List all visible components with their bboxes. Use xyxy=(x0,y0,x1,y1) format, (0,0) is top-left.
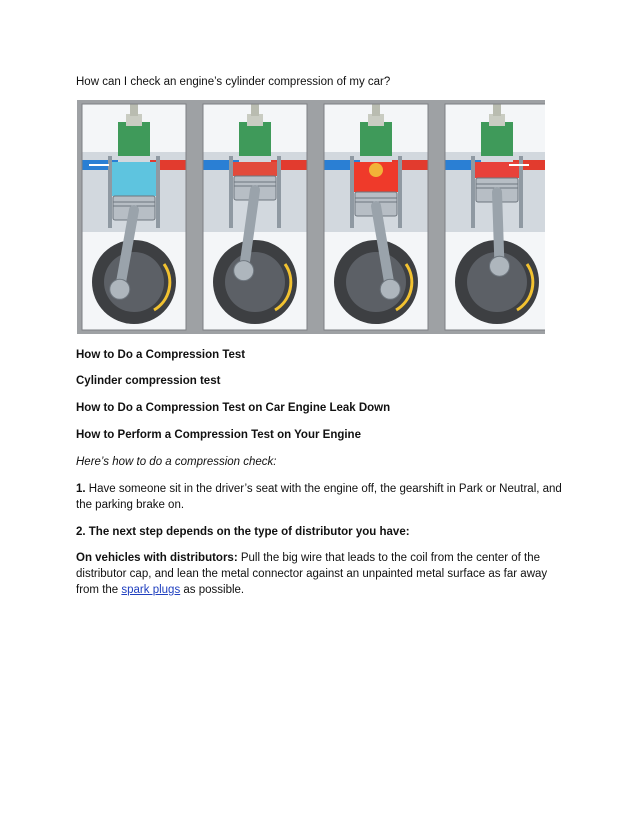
distributor-label: On vehicles with distributors: xyxy=(76,552,238,564)
engine-panel-power xyxy=(324,104,428,330)
heading-cylinder-compression: Cylinder compression test xyxy=(76,375,221,387)
step-1-text: Have someone sit in the driver’s seat with the engine off, the gearshift in Park or Neutral, and the parking brake on. xyxy=(76,483,562,511)
step-1-paragraph xyxy=(76,481,566,513)
heading-perform-test: How to Perform a Compression Test on Your Engine xyxy=(76,429,361,441)
engine-panel-compression xyxy=(203,104,307,330)
step-1-number: 1. xyxy=(76,483,86,495)
spark-plugs-link[interactable]: spark plugs xyxy=(121,584,181,596)
four-stroke-engine-figure xyxy=(77,100,545,334)
distributor-paragraph xyxy=(76,550,566,598)
distributor-tail: as possible. xyxy=(180,584,245,596)
distributor-text: Pull the big wire that leads to the coil from the center of the distributor cap, and lean the metal connector against an unpainted metal surface as far away from the xyxy=(76,552,548,596)
question-title: How can I check an engine’s cylinder compression of my car? xyxy=(76,76,391,88)
engine-panel-exhaust xyxy=(445,104,545,330)
step-2-heading: 2. The next step depends on the type of distributor you have: xyxy=(76,526,410,538)
intro-text: Here’s how to do a compression check: xyxy=(76,456,277,468)
heading-leak-down: How to Do a Compression Test on Car Engine Leak Down xyxy=(76,402,391,414)
engine-panel-intake xyxy=(82,104,186,330)
heading-compression-test: How to Do a Compression Test xyxy=(76,349,246,361)
